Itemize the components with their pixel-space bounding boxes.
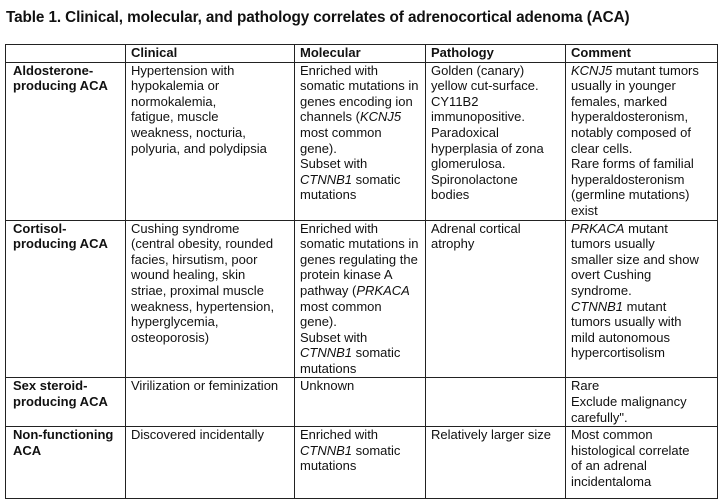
row-type-cell xyxy=(6,220,126,378)
text: mutant tumors xyxy=(612,62,699,78)
cell-line: Enriched with xyxy=(300,62,379,78)
cell-line: wound healing, skin xyxy=(131,267,246,283)
cell-line: genes encoding ion xyxy=(300,93,413,109)
cell-line xyxy=(571,299,713,315)
pathology-cell xyxy=(426,378,566,427)
cell-line: hyperaldosteronism, xyxy=(571,109,689,125)
cell-line: Exclude malignancy xyxy=(571,394,687,410)
cell-line: glomerulosa. xyxy=(431,156,506,172)
cell-line: protein kinase A xyxy=(300,267,393,283)
gene-name: CTNNB1 xyxy=(300,171,353,187)
cell-line: weakness, hypertension, xyxy=(131,298,275,314)
cell-line: bodies xyxy=(431,187,470,203)
gene-name: CTNNB1 xyxy=(300,345,353,361)
header-pathology: Pathology xyxy=(426,45,566,63)
header-comment: Comment xyxy=(566,45,718,63)
text: somatic xyxy=(352,442,401,458)
cell-line: carefully". xyxy=(571,409,628,425)
header-clinical: Clinical xyxy=(126,45,295,63)
cell-line: syndrome. xyxy=(571,282,632,298)
cell-line: fatigue, muscle xyxy=(131,109,219,125)
cell-line: overt Cushing xyxy=(571,267,652,283)
table-row xyxy=(6,378,718,427)
row-type-line: Aldosterone- xyxy=(13,62,94,78)
text: somatic xyxy=(352,171,401,187)
cell-line: hyperglycemia, xyxy=(131,314,219,330)
cell-line: mild autonomous xyxy=(571,329,670,345)
comment-cell xyxy=(566,220,718,378)
cell-line: Hypertension with xyxy=(131,62,235,78)
cell-line: hyperplasia of zona xyxy=(431,140,544,156)
clinical-cell xyxy=(126,427,295,499)
clinical-cell xyxy=(126,220,295,378)
cell-line: Enriched with xyxy=(300,220,379,236)
cell-line: exist xyxy=(571,202,598,218)
row-type-line: Non-functioning xyxy=(13,427,114,443)
pathology-cell xyxy=(426,62,566,220)
cell-line: most common xyxy=(300,298,382,314)
molecular-cell xyxy=(295,220,426,378)
cell-line: mutations xyxy=(300,458,357,474)
cell-line: Adrenal cortical xyxy=(431,220,521,236)
row-type-cell xyxy=(6,62,126,220)
cell-line: hyperaldosteronism xyxy=(571,171,685,187)
header-row xyxy=(6,45,718,63)
cell-line: usually in younger xyxy=(571,78,676,94)
cell-line: tumors usually with xyxy=(571,314,682,330)
row-type-line: producing ACA xyxy=(13,394,108,410)
cell-line: females, marked xyxy=(571,93,668,109)
cell-line: weakness, nocturia, xyxy=(131,124,246,140)
molecular-cell xyxy=(295,378,426,427)
cell-line: Cushing syndrome xyxy=(131,220,240,236)
cell-line: hypercortisolism xyxy=(571,345,665,361)
cell-line: gene). xyxy=(300,314,337,330)
cell-line: CY11B2 xyxy=(431,93,479,109)
cell-line: polyuria, and polydipsia xyxy=(131,140,267,156)
cell-line: somatic mutations in xyxy=(300,236,419,252)
cell-line xyxy=(300,283,421,299)
comment-cell xyxy=(566,427,718,499)
cell-line: Rare xyxy=(571,378,600,394)
text: channels ( xyxy=(300,109,360,125)
row-type-cell xyxy=(6,378,126,427)
gene-name: PRKACA xyxy=(571,220,625,236)
text: mutant xyxy=(623,298,667,314)
cell-line: Spironolactone xyxy=(431,171,518,187)
gene-name: KCNJ5 xyxy=(571,62,613,78)
gene-name: KCNJ5 xyxy=(359,109,402,125)
row-type-line: producing ACA xyxy=(13,78,108,94)
cell-line: somatic mutations in xyxy=(300,78,419,94)
cell-line: immunopositive. xyxy=(431,109,525,125)
cell-line: mutations xyxy=(300,187,357,203)
cell-line: striae, proximal muscle xyxy=(131,282,264,298)
gene-name: CTNNB1 xyxy=(571,298,624,314)
cell-line: Rare forms of familial xyxy=(571,156,694,172)
cell-line: gene). xyxy=(300,140,337,156)
cell-line: facies, hirsutism, poor xyxy=(131,251,258,267)
cell-line xyxy=(571,221,713,237)
cell-line: normokalemia, xyxy=(131,93,217,109)
row-type-line: Cortisol- xyxy=(13,220,67,236)
text: mutant xyxy=(624,220,668,236)
header-blank xyxy=(6,45,126,63)
cell-line xyxy=(300,443,421,459)
cell-line: Relatively larger size xyxy=(431,427,551,443)
clinical-cell xyxy=(126,62,295,220)
table-row xyxy=(6,220,718,378)
cell-line: most common xyxy=(300,124,382,140)
molecular-cell xyxy=(295,427,426,499)
cell-line xyxy=(300,172,421,188)
gene-name: CTNNB1 xyxy=(300,442,353,458)
cell-line: Most common xyxy=(571,427,653,443)
cell-line: Enriched with xyxy=(300,427,379,443)
row-type-cell xyxy=(6,427,126,499)
cell-line xyxy=(571,63,713,79)
text: somatic xyxy=(352,345,401,361)
cell-line: hypokalemia or xyxy=(131,78,220,94)
pathology-cell xyxy=(426,220,566,378)
row-type-line: Sex steroid- xyxy=(13,378,88,394)
cell-line: clear cells. xyxy=(571,140,633,156)
cell-line: Subset with xyxy=(300,329,368,345)
table-row xyxy=(6,62,718,220)
cell-line: Virilization or feminization xyxy=(131,378,279,394)
pathology-cell xyxy=(426,427,566,499)
cell-line: Discovered incidentally xyxy=(131,427,264,443)
cell-line: histological correlate xyxy=(571,442,690,458)
cell-line: mutations xyxy=(300,360,357,376)
gene-name: PRKACA xyxy=(356,282,410,298)
row-type-line: producing ACA xyxy=(13,236,108,252)
text: pathway ( xyxy=(300,282,357,298)
cell-line: (central obesity, rounded xyxy=(131,236,274,252)
correlates-table xyxy=(5,44,718,499)
cell-line: notably composed of xyxy=(571,124,691,140)
cell-line: Paradoxical xyxy=(431,124,499,140)
comment-cell xyxy=(566,62,718,220)
clinical-cell xyxy=(126,378,295,427)
cell-line: Unknown xyxy=(300,378,355,394)
row-type-line: ACA xyxy=(13,442,42,458)
table-row xyxy=(6,427,718,499)
cell-line: Subset with xyxy=(300,156,368,172)
cell-line: incidentaloma xyxy=(571,474,652,490)
cell-line: (germline mutations) xyxy=(571,187,690,203)
cell-line: yellow cut-surface. xyxy=(431,78,539,94)
cell-line: genes regulating the xyxy=(300,251,418,267)
comment-cell xyxy=(566,378,718,427)
cell-line: osteoporosis) xyxy=(131,329,210,345)
table-title: Table 1. Clinical, molecular, and pathology correlates of adrenocortical adenoma (ACA) xyxy=(6,9,630,26)
molecular-cell xyxy=(295,62,426,220)
cell-line: smaller size and show xyxy=(571,251,699,267)
cell-line xyxy=(300,109,421,125)
cell-line: of an adrenal xyxy=(571,458,647,474)
cell-line: tumors usually xyxy=(571,236,655,252)
cell-line: atrophy xyxy=(431,236,475,252)
header-molecular: Molecular xyxy=(295,45,426,63)
cell-line xyxy=(300,345,421,361)
cell-line: Golden (canary) xyxy=(431,62,525,78)
